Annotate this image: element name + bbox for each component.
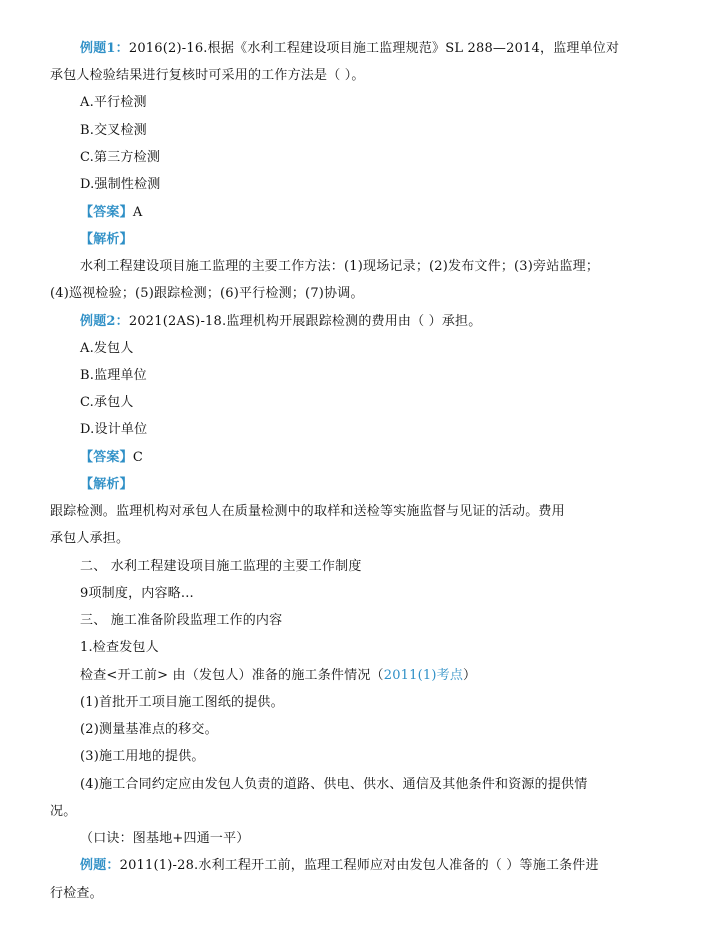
- example-2-option-c: C.承包人: [80, 395, 134, 410]
- example-2-question-line-1: [80, 313, 481, 331]
- example-2-option-d: D.设计单位: [80, 422, 148, 437]
- example-2-analysis-line-2: 承包人承担。: [50, 531, 130, 546]
- example-2-answer: [80, 449, 143, 467]
- example-1-option-a: A.平行检测: [80, 95, 147, 110]
- example-1-answer: [80, 204, 142, 222]
- section-3-heading: 三、 施工准备阶段监理工作的内容: [80, 613, 283, 628]
- example-1-question-text: 2016(2)-16.根据《水利工程建设项目施工监理规范》SL 288—2014，监理单位对: [128, 41, 620, 56]
- section-3-item-1: (1)首批开工项目施工图纸的提供。: [80, 695, 284, 710]
- example-1-analysis-line-1: 水利工程建设项目施工监理的主要工作方法：(1)现场记录；(2)发布文件；(3)旁站监理；: [80, 259, 600, 274]
- section-3-check-intro: [80, 667, 476, 685]
- example-1-analysis-label: 【解析】: [80, 232, 133, 247]
- example-1-option-b: B.交叉检测: [80, 123, 147, 138]
- example-2-analysis-label: 【解析】: [80, 477, 133, 492]
- section-3-item-3: (3)施工用地的提供。: [80, 749, 205, 764]
- example-2-option-a: A.发包人: [80, 341, 134, 356]
- check-intro-close: ）: [463, 668, 477, 683]
- example-1-label: 例题1：: [80, 41, 129, 56]
- example-3-label: 例题：: [80, 858, 120, 873]
- section-3-item-2: (2)测量基准点的移交。: [80, 722, 218, 737]
- example-2-option-b: B.监理单位: [80, 368, 147, 383]
- example-1-option-d: D.强制性检测: [80, 177, 161, 192]
- check-intro-text: 检查<开工前> 由（发包人）准备的施工条件情况（: [80, 668, 384, 683]
- exam-point-tag: 2011(1)考点: [383, 668, 464, 683]
- section-3-mnemonic: （口诀：图基地+四通一平）: [80, 831, 250, 846]
- section-2-body: 9项制度，内容略...: [80, 586, 194, 601]
- example-2-analysis-line-1: 跟踪检测。监理机构对承包人在质量检测中的取样和送检等实施监督与见证的活动。费用: [50, 504, 565, 519]
- section-3-subheading: 1.检查发包人: [80, 640, 159, 655]
- section-3-item-4-line-2: 况。: [50, 804, 77, 819]
- example-1-option-c: C.第三方检测: [80, 150, 161, 165]
- example-1-question-line-1: [80, 40, 619, 58]
- example-3-question-text: 2011(1)-28.水利工程开工前，监理工程师应对由发包人准备的（ ）等施工条件进: [119, 858, 599, 873]
- example-2-question-text: 2021(2AS)-18.监理机构开展跟踪检测的费用由（ ）承担。: [128, 314, 482, 329]
- answer-label: 【答案】: [80, 450, 133, 465]
- example-3-question-line-2: 行检查。: [50, 886, 103, 901]
- section-2-heading: 二、 水利工程建设项目施工监理的主要工作制度: [80, 559, 362, 574]
- example-1-analysis-line-2: (4)巡视检验；(5)跟踪检测；(6)平行检测；(7)协调。: [50, 286, 364, 301]
- example-2-label: 例题2：: [80, 314, 129, 329]
- answer-label: 【答案】: [80, 205, 133, 220]
- example-1-question-line-2: 承包人检验结果进行复核时可采用的工作方法是（ ）。: [50, 68, 365, 83]
- answer-value: C: [132, 450, 143, 465]
- section-3-item-4-line-1: (4)施工合同约定应由发包人负责的道路、供电、供水、通信及其他条件和资源的提供情: [80, 777, 588, 792]
- example-3-question-line-1: [80, 857, 599, 875]
- answer-value: A: [132, 205, 143, 220]
